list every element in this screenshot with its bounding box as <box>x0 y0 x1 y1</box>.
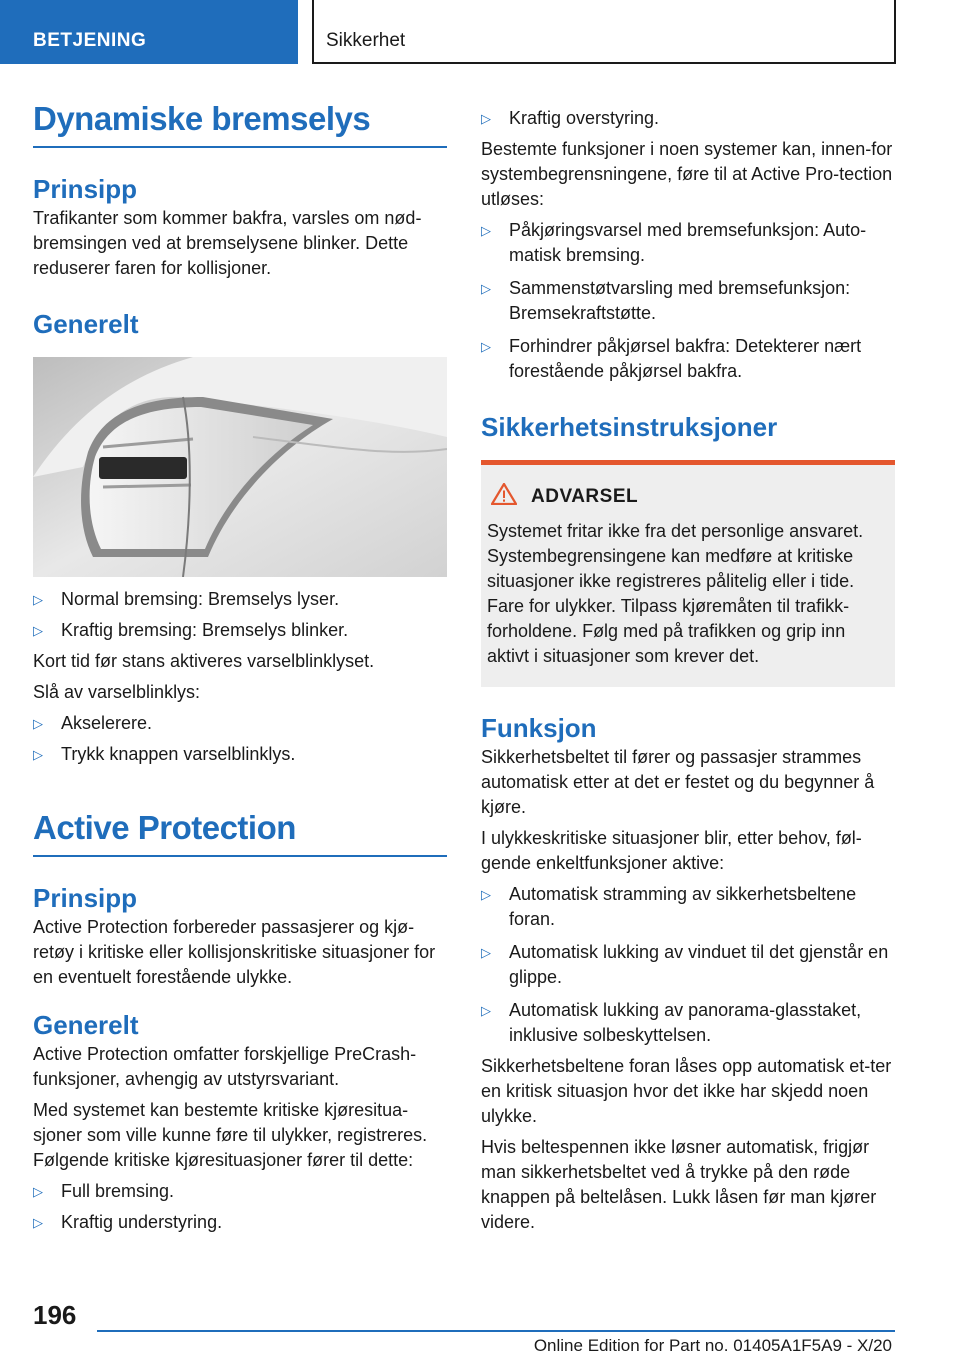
triangle-right-icon: ▷ <box>33 623 43 638</box>
triangle-right-icon: ▷ <box>33 747 43 762</box>
triangle-right-icon: ▷ <box>481 887 491 902</box>
tail-light-photo <box>33 357 447 577</box>
heading-prinsipp-1: Prinsipp <box>33 174 138 204</box>
triangle-right-icon: ▷ <box>33 716 43 731</box>
heading-funksjon: Funksjon <box>481 713 597 743</box>
triangle-right-icon: ▷ <box>481 945 491 960</box>
list-item-text: Normal bremsing: Bremselys lyser. <box>61 589 340 609</box>
triangle-right-icon: ▷ <box>481 1003 491 1018</box>
funksjon-text-1: Sikkerhetsbeltet til fører og passasjer strammes automatisk etter at det er festet og du begynner å kjøre. <box>481 747 875 817</box>
list-item <box>481 998 895 1048</box>
list-item <box>33 1210 447 1235</box>
list-item-text: Trykk knappen varselblinklys. <box>61 744 296 764</box>
list-item-text: Sammenstøtvarsling med bremsefunksjon: Bremsekraftstøtte. <box>509 278 851 323</box>
warning-triangle-icon <box>491 483 531 511</box>
list-item-text: Automatisk stramming av sikkerhetsbeltene foran. <box>509 884 857 929</box>
footer-rule <box>97 1330 895 1332</box>
list-item <box>481 882 895 932</box>
list-item <box>481 940 895 990</box>
heading-generelt-2: Generelt <box>33 1010 139 1040</box>
list-item-text: Forhindrer påkjørsel bakfra: Detekterer nært forestående påkjørsel bakfra. <box>509 336 862 381</box>
list-item-text: Akselerere. <box>61 713 153 733</box>
prinsipp-1-text: Trafikanter som kommer bakfra, varsles om nød-bremsingen ved at bremselysene blinker. Dette reduserer faren for kollisjoner. <box>33 208 422 278</box>
list-item-text: Kraftig understyring. <box>61 1212 223 1232</box>
warning-box <box>481 460 895 687</box>
triangle-right-icon: ▷ <box>33 1215 43 1230</box>
right-column <box>481 106 895 1235</box>
list-item <box>481 334 895 384</box>
title-dynamiske-bremselys: Dynamiske bremselys <box>33 100 371 137</box>
heading-prinsipp-2: Prinsipp <box>33 883 138 913</box>
para-end-1: Sikkerhetsbeltene foran låses opp automatisk et-ter en kritisk situasjon hvor det ikke har skjedd noen ulykke. <box>481 1056 892 1126</box>
heading-sikkerhetsinstruksjoner: Sikkerhetsinstruksjoner <box>481 412 778 442</box>
triangle-right-icon: ▷ <box>33 592 43 607</box>
list-item <box>33 618 447 643</box>
generelt-2-text-2: Med systemet kan bestemte kritiske kjøresitua-sjoner som ville kunne føre til ulykker, registreres. Følgende kritiske kjøresituasjoner fører til dette: <box>33 1100 428 1170</box>
list-item <box>33 587 447 612</box>
chapter-tab: Sikkerhet <box>312 0 896 64</box>
triangle-right-icon: ▷ <box>481 281 491 296</box>
title-active-protection: Active Protection <box>33 809 296 846</box>
list-item-text: Full bremsing. <box>61 1181 175 1201</box>
list-item <box>481 218 895 268</box>
triangle-right-icon: ▷ <box>481 111 491 126</box>
footer-edition: Online Edition for Part no. 01405A1F5A9 - X/20 <box>533 1336 892 1355</box>
para-sla: Slå av varselblinklys: <box>33 682 201 702</box>
warning-text: Systemet fritar ikke fra det personlige ansvaret. Systembegrensingene kan medføre at kritiske situasjoner ikke registreres pålitelig eller i tide. Fare for ulykker. Tilpass kjøremåten til trafikk-forholdene. Følg med på trafikken og grip inn aktivt i situasjoner som krever det. <box>487 521 864 666</box>
funksjon-text-2: I ulykkeskritiske situasjoner blir, etter behov, føl-gende enkeltfunksjoner aktive: <box>481 828 862 873</box>
title-rule <box>33 146 447 148</box>
title-rule <box>33 855 447 857</box>
list-item <box>33 711 447 736</box>
list-item-text: Påkjøringsvarsel med bremsefunksjon: Auto-matisk bremsing. <box>509 220 867 265</box>
right-para-1: Bestemte funksjoner i noen systemer kan, innen-for systembegrensningene, føre til at Active Pro-tection utløses: <box>481 139 893 209</box>
warning-header <box>487 483 889 511</box>
triangle-right-icon: ▷ <box>481 339 491 354</box>
list-item-text: Kraftig bremsing: Bremselys blinker. <box>61 620 349 640</box>
para-end-2: Hvis beltespennen ikke løsner automatisk, frigjør man sikkerhetsbeltet ved å trykke på den røde knappen på beltelåsen. Lukk låsen før man kjører videre. <box>481 1137 877 1232</box>
triangle-right-icon: ▷ <box>481 223 491 238</box>
para-kort: Kort tid før stans aktiveres varselblinklyset. <box>33 651 375 671</box>
list-item-text: Automatisk lukking av panorama-glasstaket, inklusive solbeskyttelsen. <box>509 1000 862 1045</box>
list-item-text: Kraftig overstyring. <box>509 108 660 128</box>
left-column <box>33 98 447 1235</box>
page-number: 196 <box>33 1300 77 1330</box>
warning-label: ADVARSEL <box>531 486 639 507</box>
list-item <box>33 742 447 767</box>
triangle-right-icon: ▷ <box>33 1184 43 1199</box>
list-item <box>481 276 895 326</box>
list-item <box>33 1179 447 1204</box>
generelt-1-list <box>33 587 447 643</box>
list-item-text: Automatisk lukking av vinduet til det gjenstår en glippe. <box>509 942 889 987</box>
generelt-2-text-1: Active Protection omfatter forskjellige PreCrash-funksjoner, avhengig av utstyrsvariant. <box>33 1044 417 1089</box>
section-tab: BETJENING <box>0 0 298 64</box>
list-item <box>481 106 895 131</box>
prinsipp-2-text: Active Protection forbereder passasjerer og kjø-retøy i kritiske eller kollisjonskritiske situasjoner for en eventuelt forestående ulykke. <box>33 917 436 987</box>
heading-generelt-1: Generelt <box>33 309 139 339</box>
